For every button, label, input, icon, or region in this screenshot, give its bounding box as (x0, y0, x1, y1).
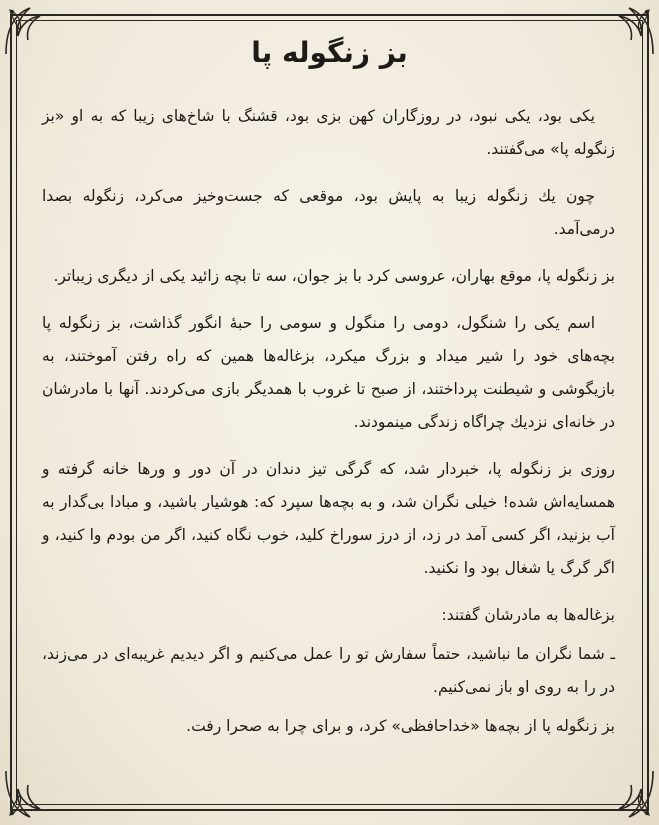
paragraph-3: بز زنگوله پا، موقع بهاران، عروسی کرد با بز جوان، سه تا بچه زائید یکی از دیگری زیباتر. (53, 267, 615, 285)
story-title: بز زنگوله پا (251, 36, 408, 69)
story-body (42, 100, 615, 757)
paragraph-6: بزغاله‌ها به مادرشان گفتند: (441, 606, 615, 624)
paragraph-5: روزی بز زنگوله پا، خبردار شد، که گرگی تیز دندان در آن دور و ورها خانه گرفته و همسایه‌اش شده! خیلی نگران شد، و به بچه‌ها سپرد که: هوشیار باشید، و مبادا بی‌گدار به آب بزنید، اگر کسی آمد در زد، از درز سوراخ کلید، خوب نگاه کنید، اگر من بودم وا کنید، و اگر گرگ یا شغال بود وا نکنید. (42, 460, 615, 577)
corner-ornament-icon (599, 765, 659, 825)
paragraph-1: یکی بود، یکی نبود، در روزگاران کهن بزی بود، قشنگ با شاخ‌های زیبا که به او «بز زنگوله پا» می‌گفتند. (42, 107, 615, 158)
paragraph-2: چون یك زنگوله زیبا به پایش بود، موقعی که جست‌وخیز می‌کرد، زنگوله بصدا درمی‌آمد. (42, 187, 615, 238)
paragraph-8: بز زنگوله پا از بچه‌ها «خداحافظی» کرد، و برای چرا به صحرا رفت. (186, 717, 615, 735)
paragraph-4: اسم یکی را شنگول، دومی را منگول و سومی را حبهٔ انگور گذاشت، بز زنگوله پا بچه‌های خود را شیر میداد و بزرگ میکرد، بزغاله‌ها همین که راه رفتن آموختند، به بازیگوشی و شیطنت پرداختند، از صبح تا غروب با همدیگر بازی می‌کردند. آنها با مادرشان در خانه‌ای نزدیك چراگاه زندگی مینمودند. (42, 314, 615, 431)
corner-ornament-icon (0, 765, 60, 825)
paragraph-7: ـ شما نگران ما نباشید، حتماً سفارش تو را عمل می‌کنیم و اگر دیدیم غریبه‌ای در می‌زند، در را به روی او باز نمی‌کنیم. (42, 645, 615, 696)
